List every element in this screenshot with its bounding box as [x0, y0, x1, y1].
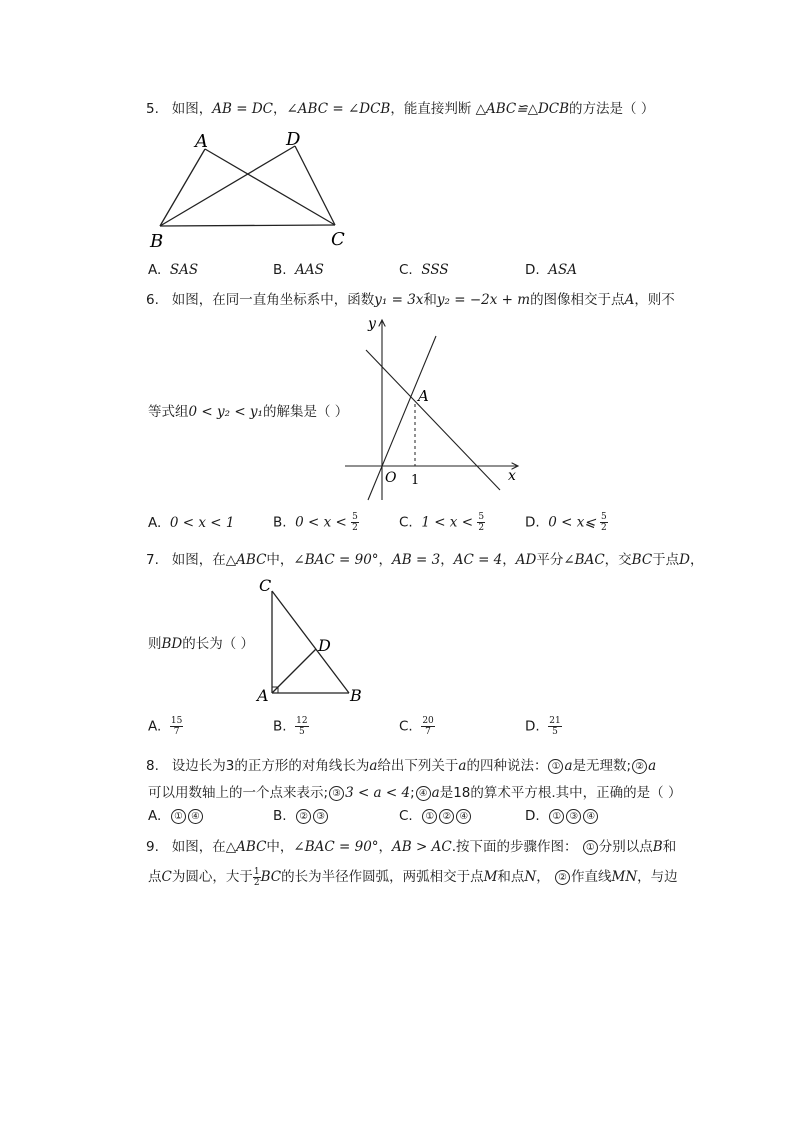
q7-triangle-figure [252, 575, 372, 705]
q7-label-A: A [257, 686, 269, 705]
q8-stem-line1: 8. 设边长为3的正方形的对角线长为a给出下列关于a的四种说法： ① a是无理数; ② a [146, 758, 657, 774]
circled-2-icon: ② [632, 759, 647, 774]
q5-option-d[interactable]: D. ASA [525, 262, 578, 278]
q7-seg-BC [272, 591, 349, 693]
q7-option-a-fraction: $\frac{15}{7}$ [170, 716, 183, 737]
q6-label-y: y [368, 316, 376, 332]
q6-label-O: O [385, 470, 397, 486]
q6-option-c-fraction: $\frac{5}{2}$ [478, 512, 485, 533]
q7-stem: 7. 如图，在△ABC中，∠BAC = 90°，AB = 3，AC = 4，AD平分∠BAC，交BC于点D， [146, 552, 704, 568]
q6-graph-figure [340, 312, 530, 504]
q6-label-x: x [508, 468, 516, 484]
q7-option-a[interactable]: A. $\frac{15}{7}$ [148, 716, 183, 737]
q6-option-b-fraction: $\frac{5}{2}$ [352, 512, 358, 533]
q5-option-c[interactable]: C. SSS [399, 262, 449, 278]
q6-option-d-fraction: $\frac{5}{2}$ [601, 512, 607, 533]
q8-option-c[interactable]: C. ① ② ④ [399, 808, 472, 824]
q5-seg-AB [160, 149, 205, 226]
q5-triangle-figure [145, 125, 355, 253]
q8-option-a[interactable]: A. ① ④ [148, 808, 204, 824]
q5-label-D: D [286, 129, 301, 150]
q7-label-C: C [259, 576, 272, 595]
q9-stem-line1: 9. 如图，在△ABC中，∠BAC = 90°，AB > AC.按下面的步骤作图： ① 分别以点B和 [146, 839, 677, 855]
q6-line-y1 [368, 336, 436, 500]
q5-option-a[interactable]: A. SAS [148, 262, 199, 278]
q7-option-b-fraction: $\frac{12}{5}$ [296, 716, 308, 737]
q6-label-A: A [418, 387, 429, 405]
circled-1-icon: ① [583, 840, 598, 855]
q6-option-b[interactable]: B. 0 < x < $\frac{5}{2}$ [273, 512, 358, 533]
q9-stem-line2: 点C为圆心，大于 $\frac{1}{2}$ BC的长为半径作圆弧，两弧相交于点M和点N， ② 作直线MN，与边 [148, 866, 678, 888]
q6-label-1: 1 [411, 473, 420, 488]
q8-option-d[interactable]: D. ① ③ ④ [525, 808, 599, 824]
q7-option-c[interactable]: C. $\frac{20}{7}$ [399, 716, 434, 737]
q6-option-d[interactable]: D. 0 < x⩽ $\frac{5}{2}$ [525, 512, 607, 533]
q6-line-y2 [366, 350, 500, 490]
q5-label-C: C [331, 229, 345, 250]
q5-seg-BC [160, 225, 335, 226]
q7-option-c-fraction: $\frac{20}{7}$ [422, 716, 434, 737]
q7-option-d[interactable]: D. $\frac{21}{5}$ [525, 716, 561, 737]
q8-stem-line2: 可以用数轴上的一个点来表示; ③ 3 < a < 4; ④ a是18的算术平方根.其中，正确的是（ ） [148, 785, 682, 801]
circled-2-icon: ② [555, 870, 570, 885]
q7-stem-line2: 则BD的长为（ ） [148, 636, 255, 652]
q5-seg-DB [160, 146, 295, 226]
q5-label-A: A [195, 131, 208, 152]
q5-label-B: B [150, 231, 164, 252]
q6-option-c[interactable]: C. 1 < x < $\frac{5}{2}$ [399, 512, 485, 533]
circled-3-icon: ③ [329, 786, 344, 801]
q9-half-fraction: $\frac{1}{2}$ [253, 866, 260, 888]
q7-label-D: D [318, 636, 331, 655]
q7-option-b[interactable]: B. $\frac{12}{5}$ [273, 716, 308, 737]
q7-option-d-fraction: $\frac{21}{5}$ [549, 716, 561, 737]
q5-option-b[interactable]: B. AAS [273, 262, 324, 278]
q5-stem: 5. 如图，AB = DC，∠ABC = ∠DCB，能直接判断 △ABC≌△DCB的方法是（ ） [146, 101, 655, 117]
q6-option-a[interactable]: A. 0 < x < 1 [148, 515, 235, 531]
q7-seg-AD [272, 649, 316, 693]
circled-1-icon: ① [548, 759, 563, 774]
q8-option-b[interactable]: B. ② ③ [273, 808, 329, 824]
circled-4-icon: ④ [416, 786, 431, 801]
q7-label-B: B [350, 686, 362, 705]
q6-stem: 6. 如图，在同一直角坐标系中，函数y₁ = 3x和y₂ = −2x + m的图像相交于点A，则不 [146, 292, 675, 308]
q6-stem-line2: 等式组0 < y₂ < y₁的解集是（ ） [148, 404, 349, 420]
